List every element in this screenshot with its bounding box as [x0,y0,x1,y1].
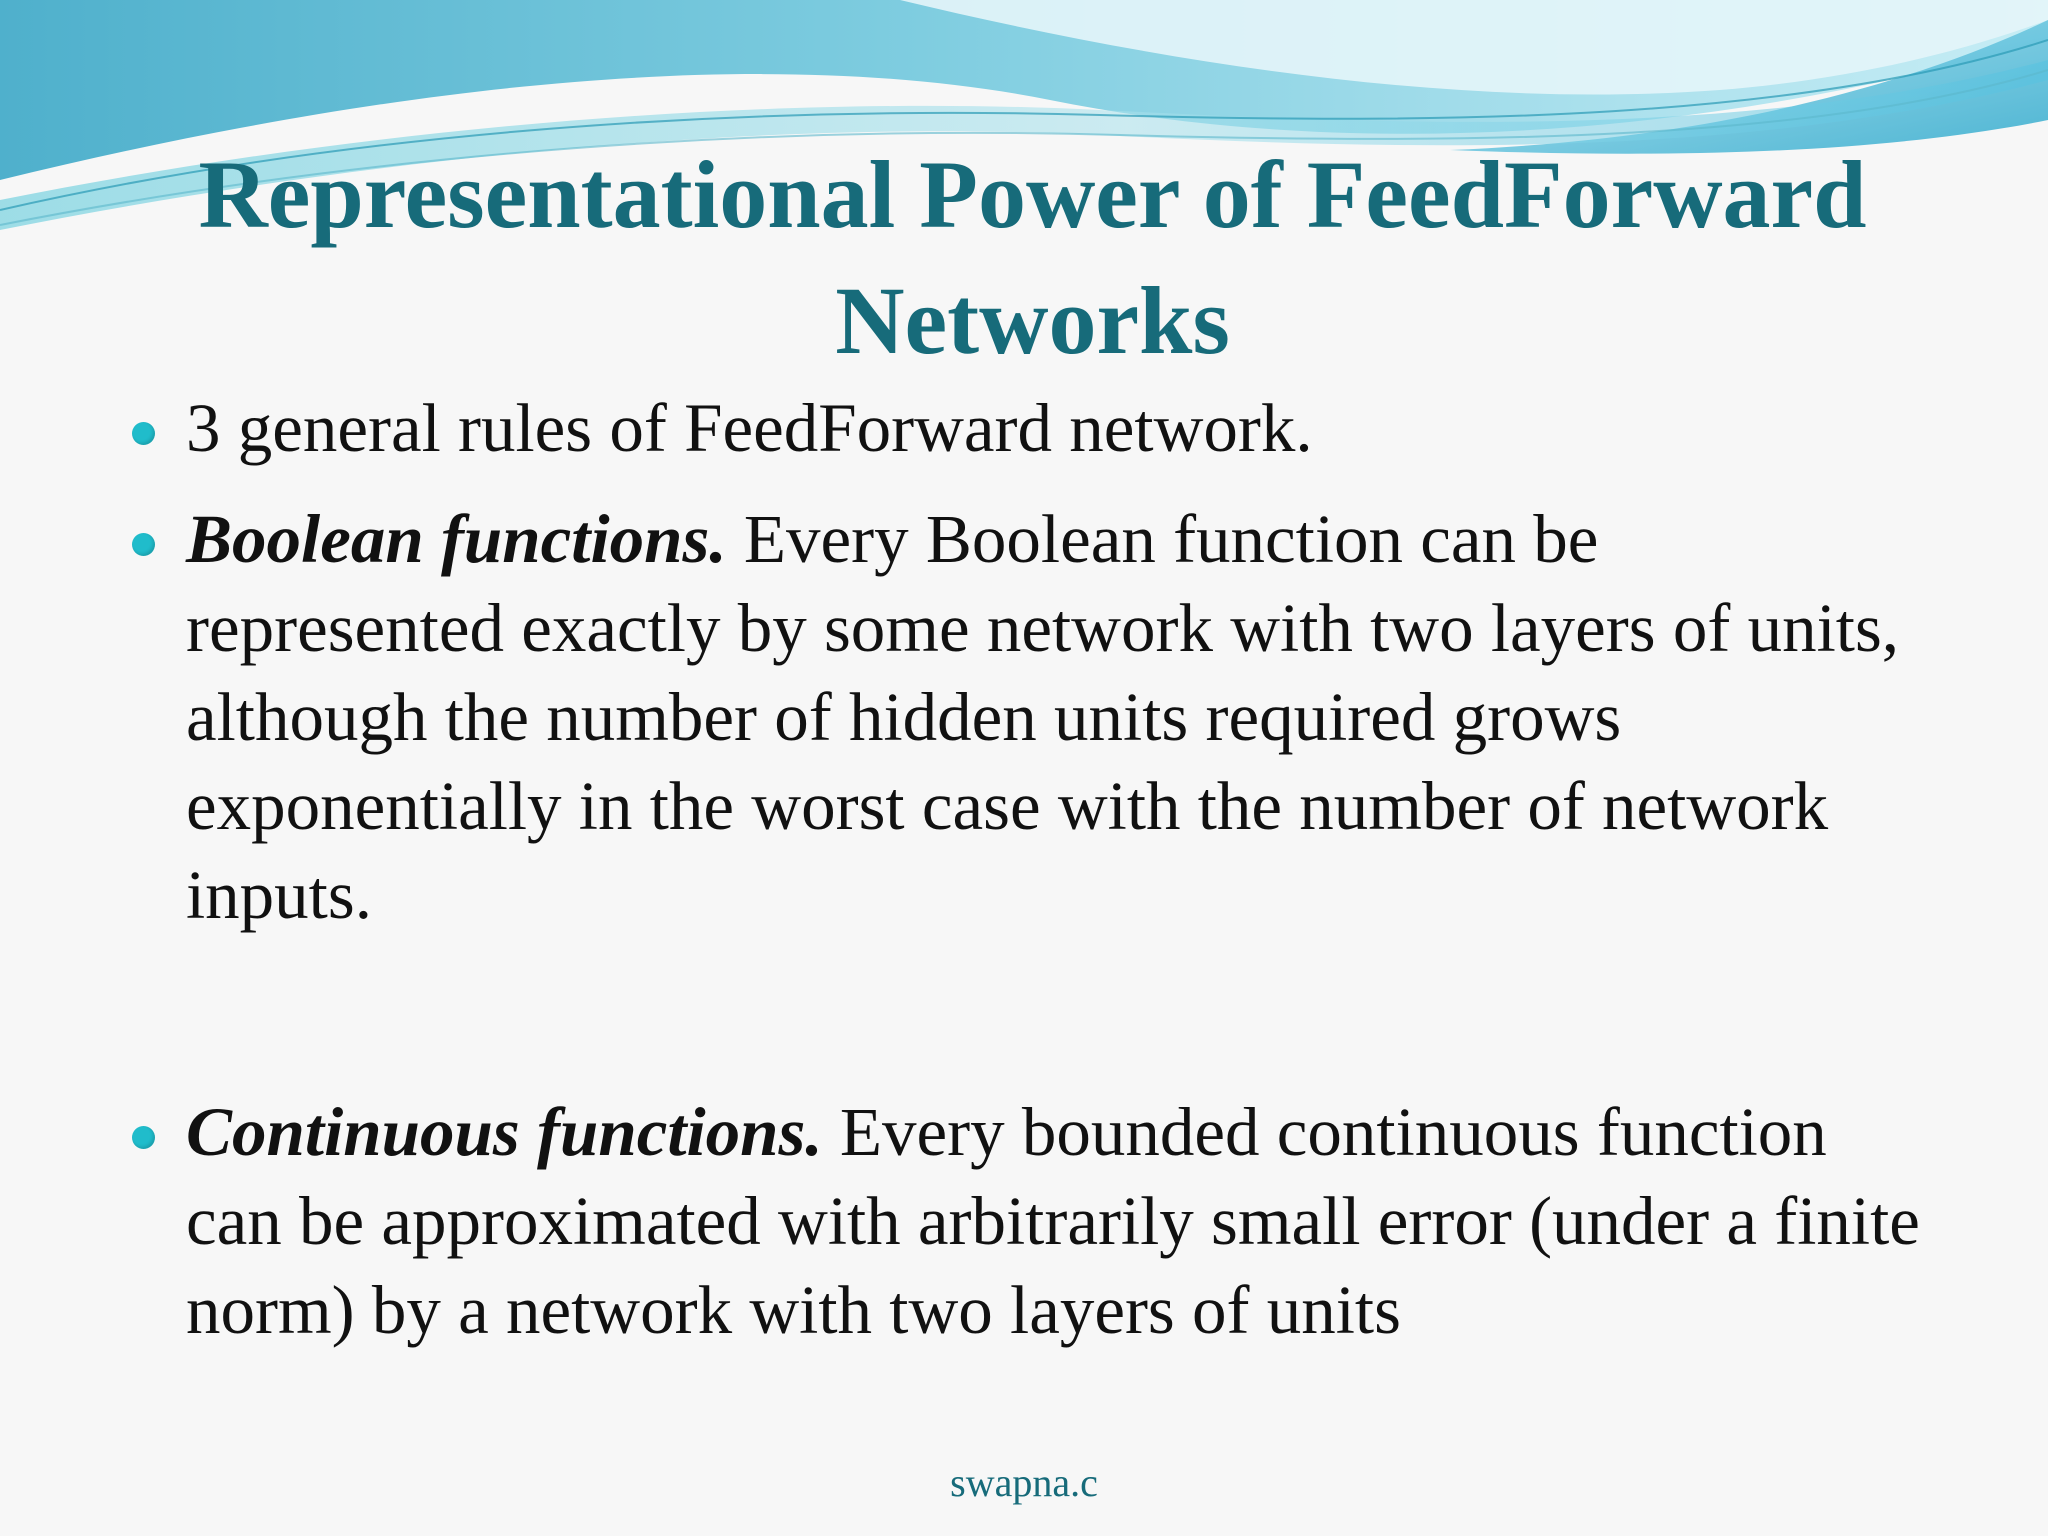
bullet-text: Every Boolean function can be represented exactly by some network with two layers of units, although the number of hidden units required grows exponentially in the worst case with the number of network inputs. [186,501,1900,933]
slide-title: Representational Power of FeedForward Networks [198,141,1867,374]
bullet-item [132,1088,1932,1355]
bullet-list [132,384,1932,1355]
round-bullet-icon [132,1126,155,1149]
bullet-term: Boolean functions. [186,501,727,577]
bullet-term: Continuous functions. [186,1094,823,1170]
bullet-item [132,384,1932,473]
footer-author: swapna.c [950,1460,1098,1505]
round-bullet-icon [132,422,155,445]
bullet-text: 3 general rules of FeedForward network. [186,390,1313,466]
bullet-item [132,495,1932,940]
bullet-text: Every bounded continuous function can be approximated with arbitrarily small error (under a finite norm) by a network with two layers of units [186,1094,1920,1348]
round-bullet-icon [132,533,155,556]
